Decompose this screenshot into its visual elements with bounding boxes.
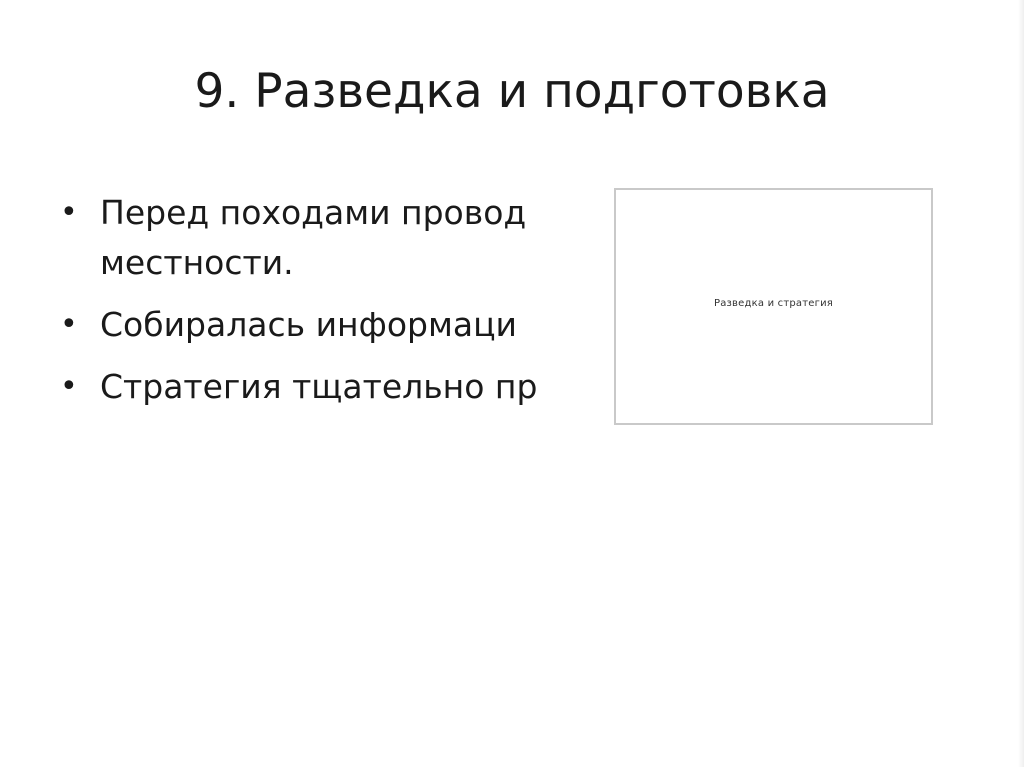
bullet-text-continuation: местности. — [100, 243, 294, 282]
bullet-list — [60, 188, 566, 424]
embedded-image-frame — [614, 188, 933, 425]
bullet-item — [60, 300, 566, 350]
bullet-dot-icon: • — [60, 369, 78, 404]
bullet-dot-icon: • — [60, 195, 78, 230]
bullet-item — [60, 188, 566, 288]
embedded-image-caption: Разведка и стратегия — [713, 298, 833, 309]
bullet-text: Стратегия тщательно пр — [100, 367, 538, 406]
bullet-item — [60, 362, 566, 412]
bullet-text: Перед походами провод — [100, 193, 527, 232]
bullet-text: Собиралась информаци — [100, 305, 517, 344]
bullet-dot-icon: • — [60, 307, 78, 342]
slide-title: 9. Разведка и подготовка — [194, 64, 830, 119]
